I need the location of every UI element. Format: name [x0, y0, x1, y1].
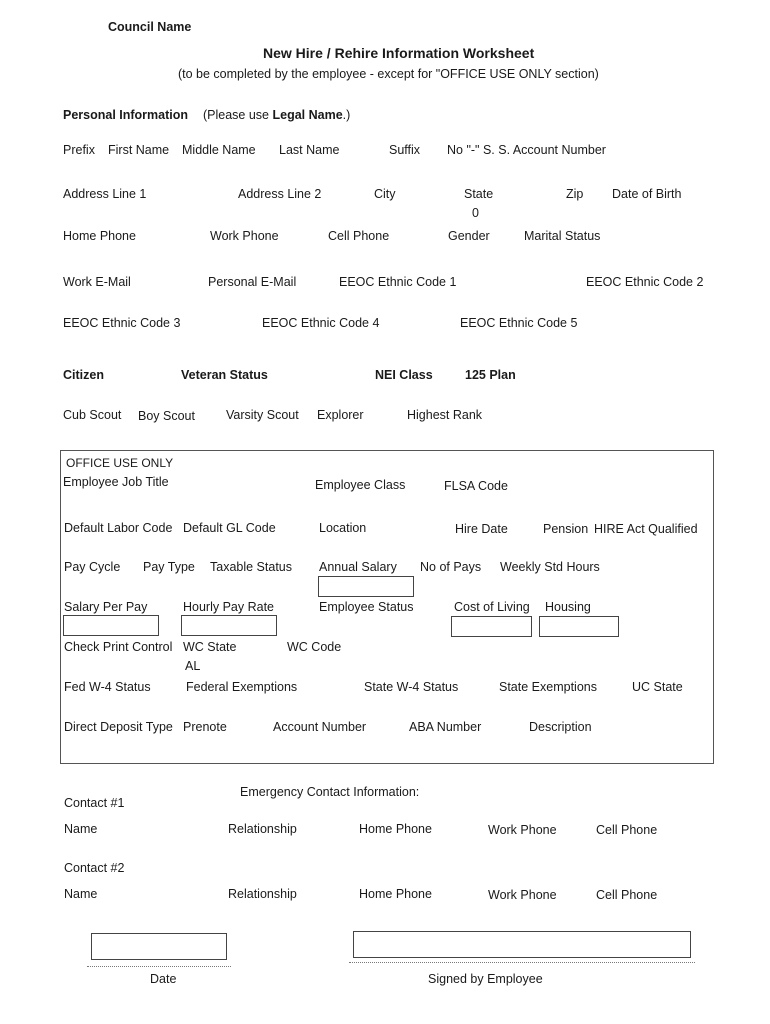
label-wc-code: WC Code — [287, 640, 342, 654]
label-contact-2-relationship: Relationship — [228, 887, 297, 901]
employee-signature-line — [349, 962, 695, 963]
state-value: 0 — [472, 206, 479, 220]
label-eeoc-3: EEOC Ethnic Code 3 — [63, 316, 181, 330]
label-home-phone: Home Phone — [63, 229, 136, 243]
label-dob: Date of Birth — [612, 187, 682, 201]
hourly-pay-rate-input[interactable] — [181, 615, 277, 636]
label-date: Date — [150, 972, 177, 986]
label-aba-number: ABA Number — [409, 720, 482, 734]
label-contact-1-relationship: Relationship — [228, 822, 297, 836]
label-personal-email: Personal E-Mail — [208, 275, 297, 289]
label-direct-deposit-type: Direct Deposit Type — [64, 720, 173, 734]
label-employee-class: Employee Class — [315, 478, 406, 492]
label-contact-2-name: Name — [64, 887, 98, 901]
label-contact-2: Contact #2 — [64, 861, 125, 875]
label-fed-w4-status: Fed W-4 Status — [64, 680, 151, 694]
label-middle-name: Middle Name — [182, 143, 256, 157]
label-prenote: Prenote — [183, 720, 227, 734]
label-boy-scout: Boy Scout — [138, 409, 195, 423]
annual-salary-input[interactable] — [318, 576, 414, 597]
salary-per-pay-input[interactable] — [63, 615, 159, 636]
legal-name-note-prefix: (Please use — [203, 108, 273, 122]
label-signed-by-employee: Signed by Employee — [428, 972, 543, 986]
label-veteran-status: Veteran Status — [181, 368, 268, 382]
label-annual-salary: Annual Salary — [319, 560, 397, 574]
housing-input[interactable] — [539, 616, 619, 637]
label-no-of-pays: No of Pays — [420, 560, 482, 574]
label-ssn: No "-" S. S. Account Number — [447, 143, 606, 157]
legal-name-note-suffix: .) — [342, 108, 351, 122]
label-state-w4-status: State W-4 Status — [364, 680, 459, 694]
label-first-name: First Name — [108, 143, 170, 157]
date-input[interactable] — [91, 933, 227, 960]
label-contact-1-cell-phone: Cell Phone — [596, 823, 658, 837]
label-location: Location — [319, 521, 367, 535]
label-suffix: Suffix — [389, 143, 421, 157]
form-title: New Hire / Rehire Information Worksheet — [263, 45, 535, 61]
label-pay-type: Pay Type — [143, 560, 195, 574]
label-flsa-code: FLSA Code — [444, 479, 508, 493]
label-cost-of-living: Cost of Living — [454, 600, 530, 614]
label-125-plan: 125 Plan — [465, 368, 516, 382]
label-citizen: Citizen — [63, 368, 104, 382]
label-pension: Pension — [543, 522, 589, 536]
label-contact-1-work-phone: Work Phone — [488, 823, 557, 837]
personal-info-heading: Personal Information — [63, 108, 189, 122]
emergency-contact-heading: Emergency Contact Information: — [240, 785, 420, 799]
label-contact-1-home-phone: Home Phone — [359, 822, 432, 836]
label-eeoc-2: EEOC Ethnic Code 2 — [586, 275, 704, 289]
label-state-exemptions: State Exemptions — [499, 680, 597, 694]
label-address2: Address Line 2 — [238, 187, 322, 201]
label-last-name: Last Name — [279, 143, 340, 157]
form-subtitle: (to be completed by the employee - except for "OFFICE USE ONLY section) — [178, 67, 599, 81]
label-explorer: Explorer — [317, 408, 364, 422]
label-eeoc-1: EEOC Ethnic Code 1 — [339, 275, 457, 289]
label-eeoc-5: EEOC Ethnic Code 5 — [460, 316, 578, 330]
label-employee-status: Employee Status — [319, 600, 414, 614]
label-account-number: Account Number — [273, 720, 367, 734]
label-salary-per-pay: Salary Per Pay — [64, 600, 148, 614]
label-federal-exemptions: Federal Exemptions — [186, 680, 298, 694]
label-weekly-std-hours: Weekly Std Hours — [500, 560, 600, 574]
label-contact-1-name: Name — [64, 822, 98, 836]
label-taxable-status: Taxable Status — [210, 560, 292, 574]
wc-state-value: AL — [185, 659, 201, 673]
label-hire-act: HIRE Act Qualified — [594, 522, 698, 536]
legal-name-note-bold: Legal Name — [272, 108, 343, 122]
label-hourly-pay-rate: Hourly Pay Rate — [183, 600, 275, 614]
date-signature-line — [87, 966, 231, 967]
label-hire-date: Hire Date — [455, 522, 508, 536]
label-housing: Housing — [545, 600, 591, 614]
label-work-phone: Work Phone — [210, 229, 279, 243]
label-cub-scout: Cub Scout — [63, 408, 122, 422]
label-contact-1: Contact #1 — [64, 796, 125, 810]
label-work-email: Work E-Mail — [63, 275, 131, 289]
label-cell-phone: Cell Phone — [328, 229, 390, 243]
label-gender: Gender — [448, 229, 490, 243]
label-varsity-scout: Varsity Scout — [226, 408, 299, 422]
office-use-heading: OFFICE USE ONLY — [66, 456, 174, 470]
label-highest-rank: Highest Rank — [407, 408, 483, 422]
label-description: Description — [529, 720, 592, 734]
label-contact-2-home-phone: Home Phone — [359, 887, 432, 901]
label-address1: Address Line 1 — [63, 187, 147, 201]
label-default-labor-code: Default Labor Code — [64, 521, 173, 535]
label-prefix: Prefix — [63, 143, 95, 157]
label-uc-state: UC State — [632, 680, 683, 694]
council-name: Council Name — [108, 20, 192, 34]
legal-name-note — [203, 107, 350, 123]
label-eeoc-4: EEOC Ethnic Code 4 — [262, 316, 380, 330]
label-wc-state: WC State — [183, 640, 237, 654]
label-pay-cycle: Pay Cycle — [64, 560, 121, 574]
label-city: City — [374, 187, 396, 201]
label-zip: Zip — [566, 187, 584, 201]
label-check-print-control: Check Print Control — [64, 640, 173, 654]
label-contact-2-cell-phone: Cell Phone — [596, 888, 658, 902]
cost-of-living-input[interactable] — [451, 616, 532, 637]
label-job-title: Employee Job Title — [63, 475, 169, 489]
label-default-gl-code: Default GL Code — [183, 521, 276, 535]
employee-signature-input[interactable] — [353, 931, 691, 958]
label-state: State — [464, 187, 494, 201]
label-nei-class: NEI Class — [375, 368, 433, 382]
label-contact-2-work-phone: Work Phone — [488, 888, 557, 902]
label-marital-status: Marital Status — [524, 229, 601, 243]
